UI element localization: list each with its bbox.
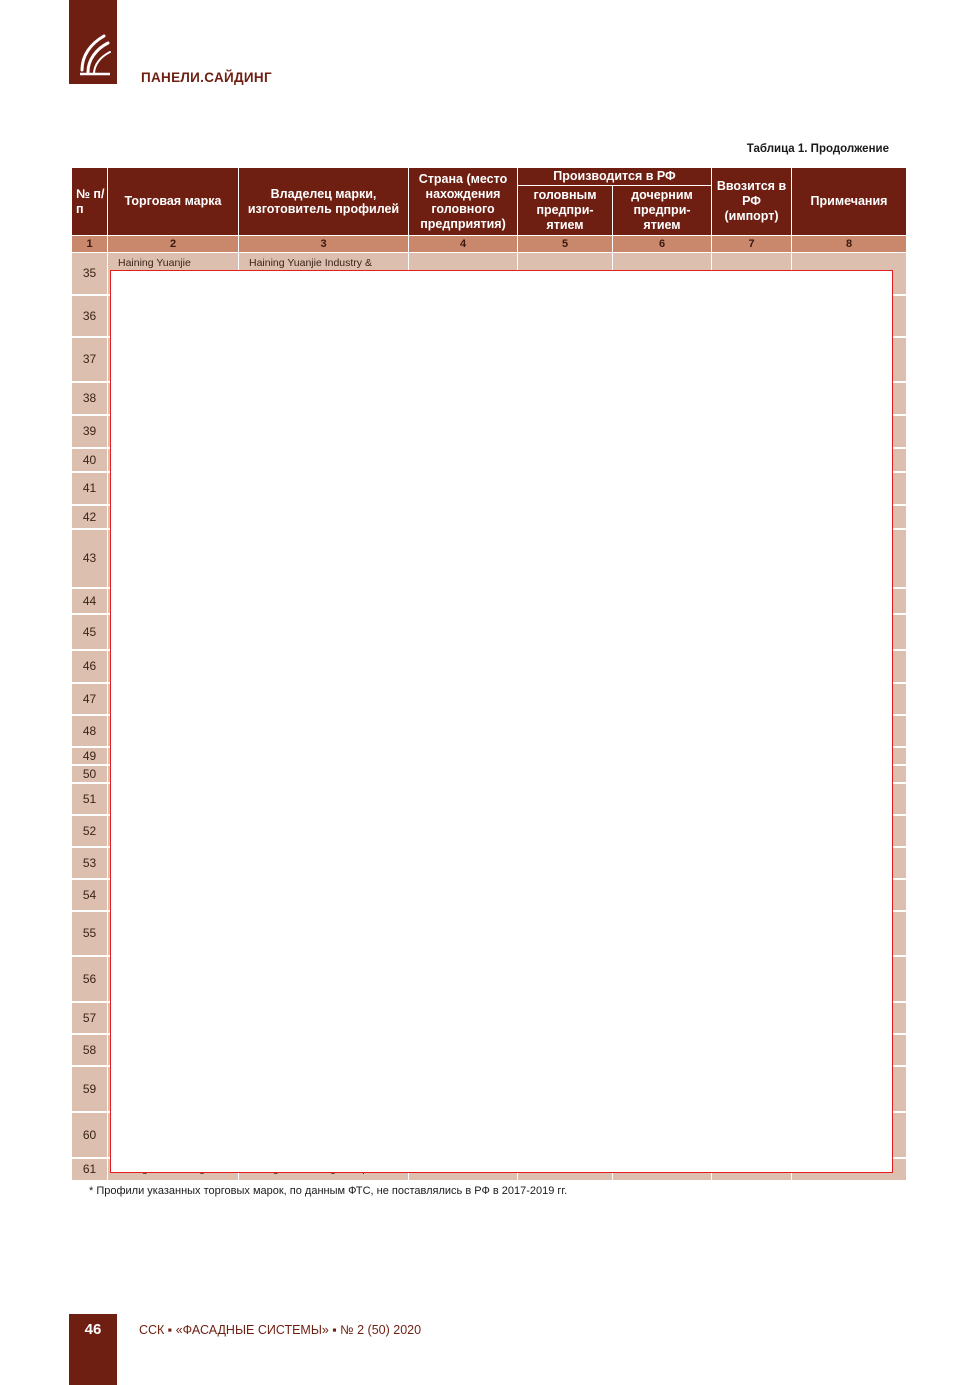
row-number: 36 [72, 295, 108, 337]
row-number: 55 [72, 911, 108, 956]
row-number: 48 [72, 715, 108, 747]
row-number: 52 [72, 815, 108, 847]
row-number: 35 [72, 253, 108, 295]
footnote: * Профили указанных торговых марок, по данным ФТС, не поставлялись в РФ в 2017-2019 гг. [89, 1185, 568, 1197]
row-number: 57 [72, 1002, 108, 1034]
header-imported: Ввозится в РФ (импорт) [712, 168, 792, 236]
row-number: 41 [72, 472, 108, 505]
table-caption: Таблица 1. Продолжение [746, 143, 889, 155]
redaction-box [110, 270, 893, 1173]
row-number: 46 [72, 650, 108, 683]
row-number: 43 [72, 529, 108, 588]
column-number: 2 [108, 236, 239, 253]
row-number: 51 [72, 783, 108, 815]
header-notes: Примечания [792, 168, 907, 236]
header-produced-sub: дочерним предпри-ятием [613, 186, 712, 236]
header-produced-group: Производится в РФ [518, 168, 712, 186]
row-number: 44 [72, 588, 108, 614]
section-title: ПАНЕЛИ.САЙДИНГ [141, 70, 272, 85]
row-number: 37 [72, 337, 108, 382]
row-number: 50 [72, 765, 108, 783]
column-number: 4 [409, 236, 518, 253]
column-number: 6 [613, 236, 712, 253]
row-number: 45 [72, 614, 108, 650]
row-number: 59 [72, 1066, 108, 1112]
column-number: 3 [239, 236, 409, 253]
row-number: 56 [72, 956, 108, 1002]
header-country: Страна (место нахождения головного предприятия) [409, 168, 518, 236]
row-number: 60 [72, 1112, 108, 1158]
column-number: 5 [518, 236, 613, 253]
header-brand: Торговая марка [108, 168, 239, 236]
brand-cell: Haining Yuanjie [108, 253, 239, 295]
row-number: 42 [72, 505, 108, 529]
header-produced-head: головным предпри-ятием [518, 186, 613, 236]
header-num: № п/п [72, 168, 108, 236]
row-number: 38 [72, 382, 108, 415]
row-number: 61 [72, 1158, 108, 1181]
column-number: 7 [712, 236, 792, 253]
magazine-logo-icon [74, 30, 114, 78]
header-owner: Владелец марки, изготовитель профилей [239, 168, 409, 236]
row-number: 53 [72, 847, 108, 879]
row-number: 40 [72, 448, 108, 472]
row-number: 54 [72, 879, 108, 911]
row-number: 47 [72, 683, 108, 715]
row-number: 39 [72, 415, 108, 448]
column-number: 1 [72, 236, 108, 253]
page-number: 46 [84, 1321, 102, 1338]
journal-title: ССК ▪ «ФАСАДНЫЕ СИСТЕМЫ» ▪ № 2 (50) 2020 [139, 1323, 422, 1337]
owner-cell: Haining Yuanjie Industry & [239, 253, 409, 295]
column-numbers-row [72, 236, 907, 253]
column-number: 8 [792, 236, 907, 253]
row-number: 49 [72, 747, 108, 765]
row-number: 58 [72, 1034, 108, 1066]
